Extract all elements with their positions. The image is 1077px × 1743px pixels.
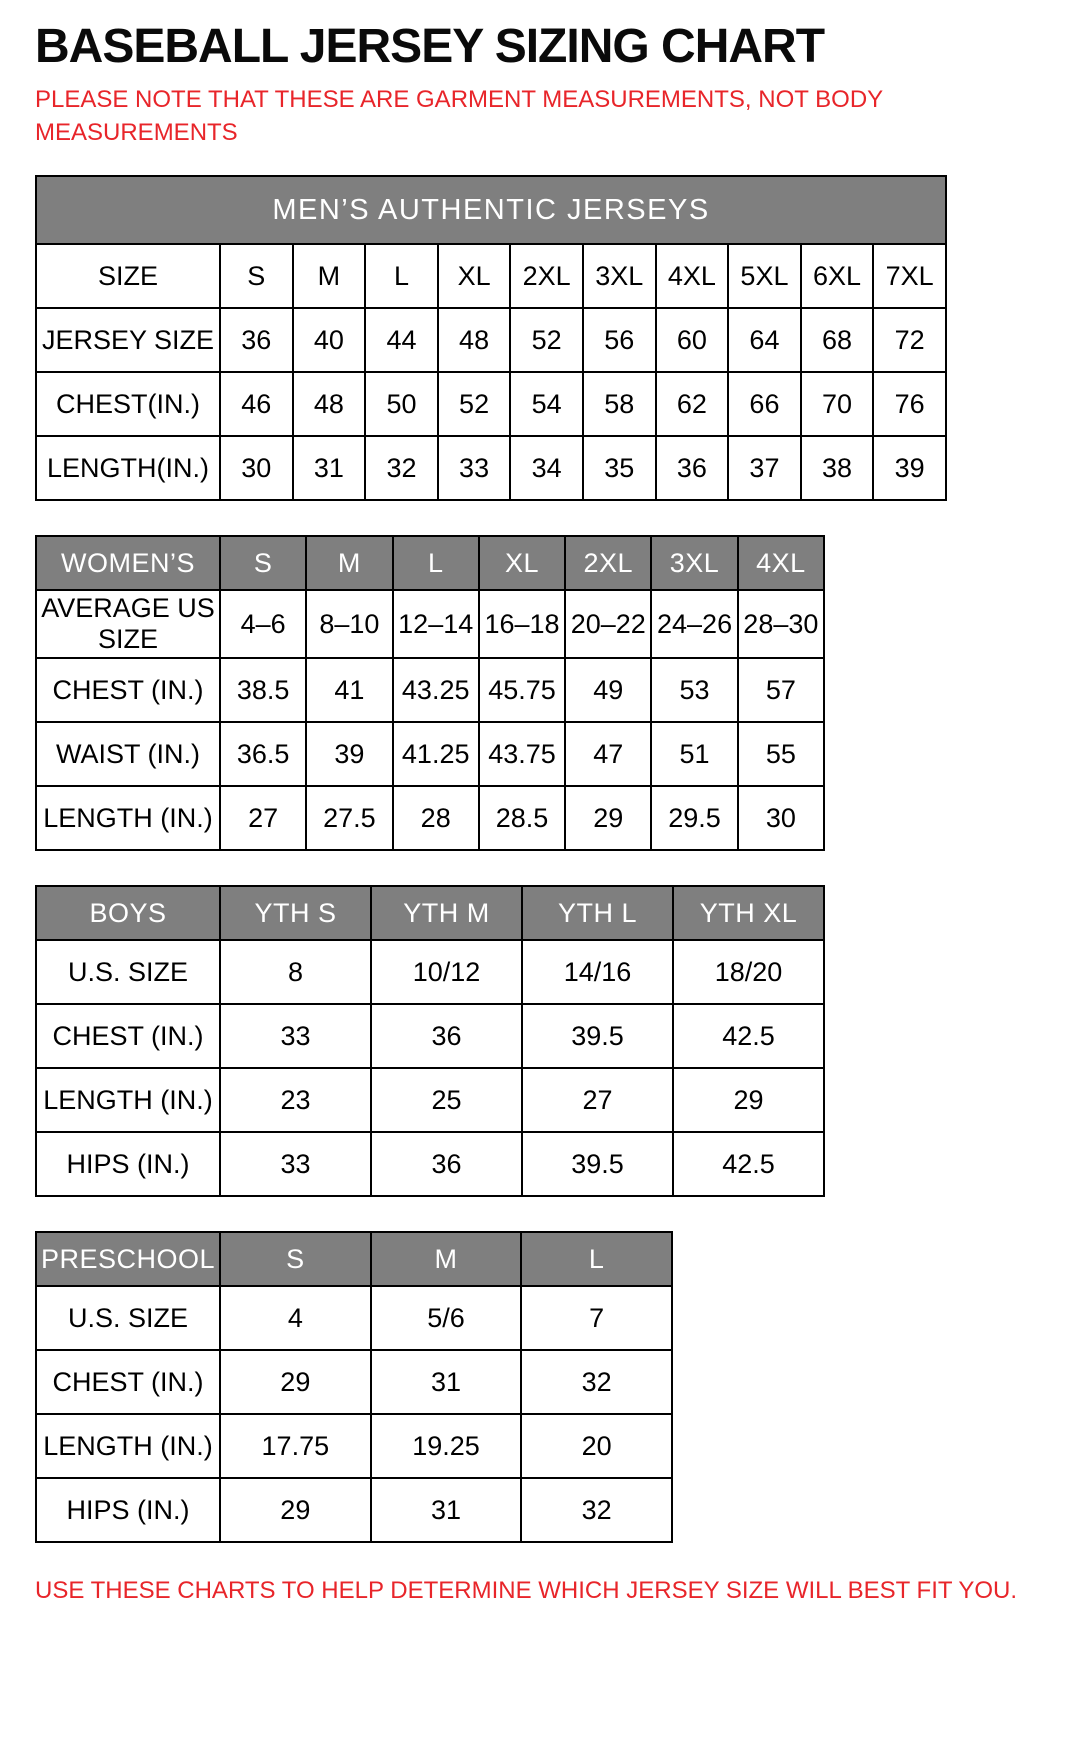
value-cell: 53 bbox=[651, 658, 737, 722]
value-cell: 34 bbox=[510, 436, 583, 500]
value-cell: 30 bbox=[220, 436, 293, 500]
value-cell: 33 bbox=[438, 436, 511, 500]
value-cell: 46 bbox=[220, 372, 293, 436]
value-cell: 32 bbox=[521, 1478, 672, 1542]
value-cell: 49 bbox=[565, 658, 651, 722]
value-cell: 33 bbox=[220, 1132, 371, 1196]
value-cell: 29 bbox=[673, 1068, 824, 1132]
womens-table bbox=[35, 535, 825, 851]
row-label-cell: CHEST (IN.) bbox=[36, 1004, 220, 1068]
size-column-header: YTH M bbox=[371, 886, 522, 940]
value-cell: 36 bbox=[656, 436, 729, 500]
value-cell: 2XL bbox=[510, 244, 583, 308]
value-cell: 23 bbox=[220, 1068, 371, 1132]
value-cell: 52 bbox=[438, 372, 511, 436]
value-cell: 20–22 bbox=[565, 590, 651, 658]
table-row bbox=[36, 1478, 672, 1542]
value-cell: 39.5 bbox=[522, 1004, 673, 1068]
value-cell: 36 bbox=[371, 1004, 522, 1068]
size-column-header: 3XL bbox=[651, 536, 737, 590]
size-column-header: L bbox=[393, 536, 479, 590]
row-label-cell: U.S. SIZE bbox=[36, 1286, 220, 1350]
value-cell: 25 bbox=[371, 1068, 522, 1132]
value-cell: 68 bbox=[801, 308, 874, 372]
size-column-header: XL bbox=[479, 536, 565, 590]
value-cell: 41 bbox=[306, 658, 392, 722]
value-cell: 62 bbox=[656, 372, 729, 436]
page-subtitle: PLEASE NOTE THAT THESE ARE GARMENT MEASUREMENTS, NOT BODY MEASUREMENTS bbox=[35, 86, 883, 146]
value-cell: 37 bbox=[728, 436, 801, 500]
value-cell: 7 bbox=[521, 1286, 672, 1350]
row-label-cell: JERSEY SIZE bbox=[36, 308, 220, 372]
value-cell: 39 bbox=[873, 436, 946, 500]
value-cell: 47 bbox=[565, 722, 651, 786]
value-cell: 60 bbox=[656, 308, 729, 372]
row-label-cell: HIPS (IN.) bbox=[36, 1478, 220, 1542]
size-column-header: S bbox=[220, 536, 306, 590]
value-cell: 42.5 bbox=[673, 1004, 824, 1068]
value-cell: 3XL bbox=[583, 244, 656, 308]
value-cell: 43.25 bbox=[393, 658, 479, 722]
table-title-cell: WOMEN’S bbox=[36, 536, 220, 590]
value-cell: 72 bbox=[873, 308, 946, 372]
value-cell: 45.75 bbox=[479, 658, 565, 722]
value-cell: 58 bbox=[583, 372, 656, 436]
row-label-cell: LENGTH (IN.) bbox=[36, 1068, 220, 1132]
value-cell: 31 bbox=[293, 436, 366, 500]
value-cell: 6XL bbox=[801, 244, 874, 308]
table-row bbox=[36, 1286, 672, 1350]
value-cell: 76 bbox=[873, 372, 946, 436]
value-cell: 56 bbox=[583, 308, 656, 372]
value-cell: 32 bbox=[365, 436, 438, 500]
size-column-header: 4XL bbox=[738, 536, 824, 590]
value-cell: 17.75 bbox=[220, 1414, 371, 1478]
value-cell: 12–14 bbox=[393, 590, 479, 658]
value-cell: 39 bbox=[306, 722, 392, 786]
value-cell: 29 bbox=[220, 1478, 371, 1542]
value-cell: 7XL bbox=[873, 244, 946, 308]
value-cell: 36.5 bbox=[220, 722, 306, 786]
size-column-header: M bbox=[371, 1232, 522, 1286]
value-cell: 51 bbox=[651, 722, 737, 786]
value-cell: 54 bbox=[510, 372, 583, 436]
boys-table bbox=[35, 885, 825, 1197]
size-column-header: YTH S bbox=[220, 886, 371, 940]
table-row bbox=[36, 1414, 672, 1478]
table-row bbox=[36, 658, 824, 722]
preschool-table bbox=[35, 1231, 673, 1543]
row-label-cell: LENGTH (IN.) bbox=[36, 1414, 220, 1478]
mens-table-banner: MEN’S AUTHENTIC JERSEYS bbox=[36, 176, 946, 244]
table-row bbox=[36, 940, 824, 1004]
value-cell: 8–10 bbox=[306, 590, 392, 658]
value-cell: 31 bbox=[371, 1350, 522, 1414]
value-cell: 29.5 bbox=[651, 786, 737, 850]
table-row bbox=[36, 372, 946, 436]
value-cell: 29 bbox=[565, 786, 651, 850]
value-cell: 70 bbox=[801, 372, 874, 436]
value-cell: 40 bbox=[293, 308, 366, 372]
value-cell: 57 bbox=[738, 658, 824, 722]
size-column-header: L bbox=[521, 1232, 672, 1286]
size-column-header: 2XL bbox=[565, 536, 651, 590]
table-row bbox=[36, 590, 824, 658]
value-cell: M bbox=[293, 244, 366, 308]
value-cell: 36 bbox=[220, 308, 293, 372]
value-cell: 55 bbox=[738, 722, 824, 786]
size-column-header: YTH XL bbox=[673, 886, 824, 940]
size-column-header: YTH L bbox=[522, 886, 673, 940]
value-cell: 41.25 bbox=[393, 722, 479, 786]
table-header-row bbox=[36, 886, 824, 940]
footer-note: USE THESE CHARTS TO HELP DETERMINE WHICH JERSEY SIZE WILL BEST FIT YOU. bbox=[35, 1577, 1018, 1605]
value-cell: 35 bbox=[583, 436, 656, 500]
value-cell: 19.25 bbox=[371, 1414, 522, 1478]
size-column-header: M bbox=[306, 536, 392, 590]
value-cell: 4XL bbox=[656, 244, 729, 308]
table-row bbox=[36, 722, 824, 786]
value-cell: 48 bbox=[293, 372, 366, 436]
value-cell: 10/12 bbox=[371, 940, 522, 1004]
value-cell: 28.5 bbox=[479, 786, 565, 850]
table-row bbox=[36, 244, 946, 308]
row-label-cell: LENGTH (IN.) bbox=[36, 786, 220, 850]
table-header-row bbox=[36, 536, 824, 590]
value-cell: S bbox=[220, 244, 293, 308]
value-cell: 50 bbox=[365, 372, 438, 436]
row-label-cell: HIPS (IN.) bbox=[36, 1132, 220, 1196]
table-row bbox=[36, 1132, 824, 1196]
value-cell: 48 bbox=[438, 308, 511, 372]
value-cell: 18/20 bbox=[673, 940, 824, 1004]
value-cell: 42.5 bbox=[673, 1132, 824, 1196]
value-cell: 32 bbox=[521, 1350, 672, 1414]
value-cell: 64 bbox=[728, 308, 801, 372]
value-cell: 20 bbox=[521, 1414, 672, 1478]
value-cell: 29 bbox=[220, 1350, 371, 1414]
table-title-cell: BOYS bbox=[36, 886, 220, 940]
value-cell: XL bbox=[438, 244, 511, 308]
value-cell: 8 bbox=[220, 940, 371, 1004]
sizing-chart-page bbox=[35, 22, 1042, 1605]
value-cell: 43.75 bbox=[479, 722, 565, 786]
value-cell: 14/16 bbox=[522, 940, 673, 1004]
size-column-header: S bbox=[220, 1232, 371, 1286]
table-banner-row bbox=[36, 176, 946, 244]
value-cell: 66 bbox=[728, 372, 801, 436]
value-cell: 31 bbox=[371, 1478, 522, 1542]
value-cell: 38 bbox=[801, 436, 874, 500]
value-cell: 24–26 bbox=[651, 590, 737, 658]
row-label-cell: CHEST(IN.) bbox=[36, 372, 220, 436]
value-cell: 27 bbox=[220, 786, 306, 850]
row-label-cell: AVERAGE US SIZE bbox=[36, 590, 220, 658]
table-row bbox=[36, 1068, 824, 1132]
value-cell: 30 bbox=[738, 786, 824, 850]
table-row bbox=[36, 1350, 672, 1414]
value-cell: 4–6 bbox=[220, 590, 306, 658]
value-cell: 52 bbox=[510, 308, 583, 372]
page-title: BASEBALL JERSEY SIZING CHART bbox=[35, 20, 825, 73]
table-row bbox=[36, 786, 824, 850]
table-header-row bbox=[36, 1232, 672, 1286]
value-cell: 5XL bbox=[728, 244, 801, 308]
table-row bbox=[36, 436, 946, 500]
table-row bbox=[36, 308, 946, 372]
value-cell: 4 bbox=[220, 1286, 371, 1350]
value-cell: 33 bbox=[220, 1004, 371, 1068]
value-cell: 36 bbox=[371, 1132, 522, 1196]
value-cell: 28 bbox=[393, 786, 479, 850]
row-label-cell: SIZE bbox=[36, 244, 220, 308]
value-cell: 44 bbox=[365, 308, 438, 372]
row-label-cell: U.S. SIZE bbox=[36, 940, 220, 1004]
value-cell: 27 bbox=[522, 1068, 673, 1132]
value-cell: 27.5 bbox=[306, 786, 392, 850]
value-cell: 39.5 bbox=[522, 1132, 673, 1196]
row-label-cell: CHEST (IN.) bbox=[36, 1350, 220, 1414]
value-cell: 16–18 bbox=[479, 590, 565, 658]
value-cell: 38.5 bbox=[220, 658, 306, 722]
table-title-cell: PRESCHOOL bbox=[36, 1232, 220, 1286]
value-cell: 28–30 bbox=[738, 590, 824, 658]
mens-authentic-jerseys-table bbox=[35, 175, 947, 501]
value-cell: 5/6 bbox=[371, 1286, 522, 1350]
value-cell: L bbox=[365, 244, 438, 308]
row-label-cell: CHEST (IN.) bbox=[36, 658, 220, 722]
table-row bbox=[36, 1004, 824, 1068]
row-label-cell: WAIST (IN.) bbox=[36, 722, 220, 786]
row-label-cell: LENGTH(IN.) bbox=[36, 436, 220, 500]
